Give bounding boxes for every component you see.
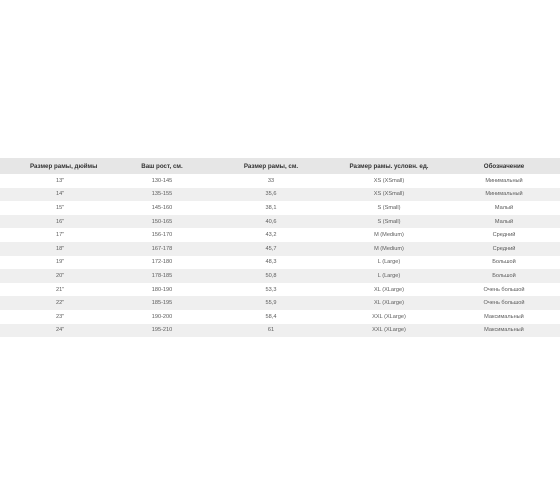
cell-frame-units: XS (XSmall): [330, 188, 448, 202]
cell-frame-cm: 35,6: [212, 188, 330, 202]
cell-frame-inches: 23": [0, 310, 112, 324]
cell-height: 195-210: [112, 324, 212, 338]
cell-height: 135-155: [112, 188, 212, 202]
cell-designation: Малый: [448, 215, 560, 229]
table-row: [0, 188, 560, 202]
cell-designation: Минимальный: [448, 174, 560, 188]
cell-frame-cm: 48,3: [212, 256, 330, 270]
table-row: [0, 310, 560, 324]
table-row: [0, 256, 560, 270]
cell-height: 185-195: [112, 296, 212, 310]
cell-frame-cm: 38,1: [212, 201, 330, 215]
table-row: [0, 242, 560, 256]
header-row: [0, 158, 560, 174]
cell-frame-cm: 40,6: [212, 215, 330, 229]
cell-frame-cm: 55,9: [212, 296, 330, 310]
cell-designation: Большой: [448, 269, 560, 283]
header-frame-size-cm: Размер рамы, см.: [212, 158, 330, 174]
cell-frame-units: L (Large): [330, 269, 448, 283]
table-row: [0, 228, 560, 242]
cell-height: 178-185: [112, 269, 212, 283]
cell-designation: Средний: [448, 242, 560, 256]
table-row: [0, 215, 560, 229]
cell-height: 150-165: [112, 215, 212, 229]
cell-height: 145-160: [112, 201, 212, 215]
cell-frame-units: M (Medium): [330, 242, 448, 256]
frame-size-table: [0, 158, 560, 337]
cell-frame-cm: 33: [212, 174, 330, 188]
cell-designation: Малый: [448, 201, 560, 215]
cell-height: 130-145: [112, 174, 212, 188]
cell-frame-units: XS (XSmall): [330, 174, 448, 188]
header-height-cm: Ваш рост, см.: [112, 158, 212, 174]
table-row: [0, 269, 560, 283]
table-header: [0, 158, 560, 174]
cell-frame-inches: 17": [0, 228, 112, 242]
cell-frame-inches: 14": [0, 188, 112, 202]
cell-designation: Очень большой: [448, 296, 560, 310]
cell-frame-inches: 15": [0, 201, 112, 215]
cell-frame-inches: 19": [0, 256, 112, 270]
cell-height: 190-200: [112, 310, 212, 324]
cell-designation: Очень большой: [448, 283, 560, 297]
table-row: [0, 174, 560, 188]
cell-frame-inches: 16": [0, 215, 112, 229]
table-row: [0, 324, 560, 338]
table-row: [0, 283, 560, 297]
cell-frame-cm: 58,4: [212, 310, 330, 324]
cell-designation: Большой: [448, 256, 560, 270]
cell-frame-cm: 50,8: [212, 269, 330, 283]
cell-height: 167-178: [112, 242, 212, 256]
cell-designation: Средний: [448, 228, 560, 242]
cell-frame-inches: 22": [0, 296, 112, 310]
cell-frame-inches: 21": [0, 283, 112, 297]
cell-frame-cm: 43,2: [212, 228, 330, 242]
cell-frame-units: XL (XLarge): [330, 283, 448, 297]
cell-frame-inches: 18": [0, 242, 112, 256]
cell-frame-inches: 24": [0, 324, 112, 338]
table-row: [0, 201, 560, 215]
cell-frame-inches: 13": [0, 174, 112, 188]
cell-frame-cm: 61: [212, 324, 330, 338]
cell-frame-units: XL (XLarge): [330, 296, 448, 310]
header-designation: Обозначение: [448, 158, 560, 174]
cell-height: 180-190: [112, 283, 212, 297]
header-frame-size-units: Размер рамы. условн. ед.: [330, 158, 448, 174]
cell-designation: Максимальный: [448, 324, 560, 338]
cell-frame-units: XXL (XLarge): [330, 310, 448, 324]
cell-frame-cm: 45,7: [212, 242, 330, 256]
cell-designation: Минимальный: [448, 188, 560, 202]
cell-frame-units: XXL (XLarge): [330, 324, 448, 338]
table-row: [0, 296, 560, 310]
cell-frame-units: S (Small): [330, 215, 448, 229]
table-body: [0, 174, 560, 337]
cell-height: 156-170: [112, 228, 212, 242]
cell-height: 172-180: [112, 256, 212, 270]
cell-frame-units: L (Large): [330, 256, 448, 270]
header-frame-size-inches: Размер рамы, дюймы: [0, 158, 112, 174]
cell-designation: Максимальный: [448, 310, 560, 324]
cell-frame-units: S (Small): [330, 201, 448, 215]
cell-frame-inches: 20": [0, 269, 112, 283]
cell-frame-units: M (Medium): [330, 228, 448, 242]
cell-frame-cm: 53,3: [212, 283, 330, 297]
